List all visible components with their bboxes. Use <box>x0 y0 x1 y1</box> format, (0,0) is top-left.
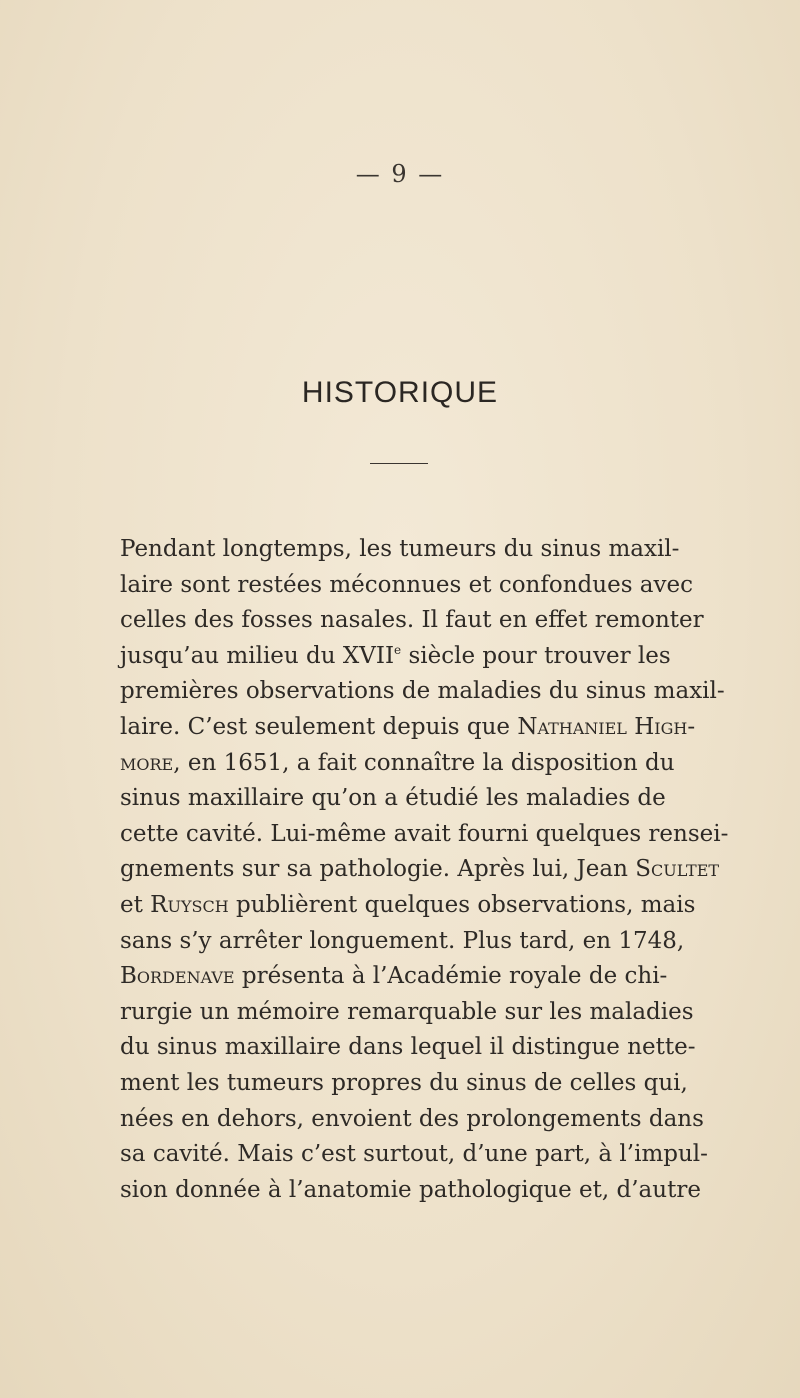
author-name: more <box>120 749 174 776</box>
page-number: — 9 — <box>355 160 445 188</box>
text-line: sion donnée à l’anatomie pathologique et, d’autre <box>120 1176 701 1203</box>
text-line: laire. C’est seulement depuis que Nathaniel High- <box>120 713 696 740</box>
text-line: Bordenave présenta à l’Académie royale de chi- <box>120 963 668 990</box>
text-line: et Ruysch publièrent quelques observations, mais <box>120 891 696 918</box>
text-line: rurgie un mémoire remarquable sur les maladies <box>120 998 694 1025</box>
title-rule <box>370 463 428 464</box>
text-line: gnements sur sa pathologie. Après lui, Jean Scultet <box>120 856 720 883</box>
text-line: Pendant longtemps, les tumeurs du sinus maxil- <box>120 536 680 562</box>
body-text <box>120 532 800 1208</box>
text-line: cette cavité. Lui-même avait fourni quelques rensei- <box>120 820 729 847</box>
text-line: celles des fosses nasales. Il faut en effet remonter <box>120 607 704 634</box>
section-title: HISTORIQUE <box>301 376 499 409</box>
author-name: Nathaniel High- <box>517 713 696 740</box>
text-line: du sinus maxillaire dans lequel il distingue nette- <box>120 1034 696 1061</box>
text-line: laire sont restées méconnues et confondues avec <box>120 571 694 598</box>
text-line: nées en dehors, envoient des prolongements dans <box>120 1105 704 1132</box>
author-name: Bordenave <box>120 963 235 990</box>
text-line: ment les tumeurs propres du sinus de celles qui, <box>120 1069 688 1096</box>
author-name: Scultet <box>635 856 720 883</box>
text-line: sans s’y arrêter longuement. Plus tard, en 1748, <box>120 927 685 954</box>
text-line: sinus maxillaire qu’on a étudié les maladies de <box>120 785 666 812</box>
text-line: premières observations de maladies du sinus maxil- <box>120 678 725 705</box>
author-name: Ruysch <box>150 891 229 918</box>
text-line: more, en 1651, a fait connaître la disposition du <box>120 749 675 776</box>
text-line: sa cavité. Mais c’est surtout, d’une part, à l’impul- <box>120 1141 708 1168</box>
superscript: e <box>394 642 402 657</box>
text-line: jusqu’au milieu du XVIIe siècle pour trouver les <box>120 642 671 669</box>
